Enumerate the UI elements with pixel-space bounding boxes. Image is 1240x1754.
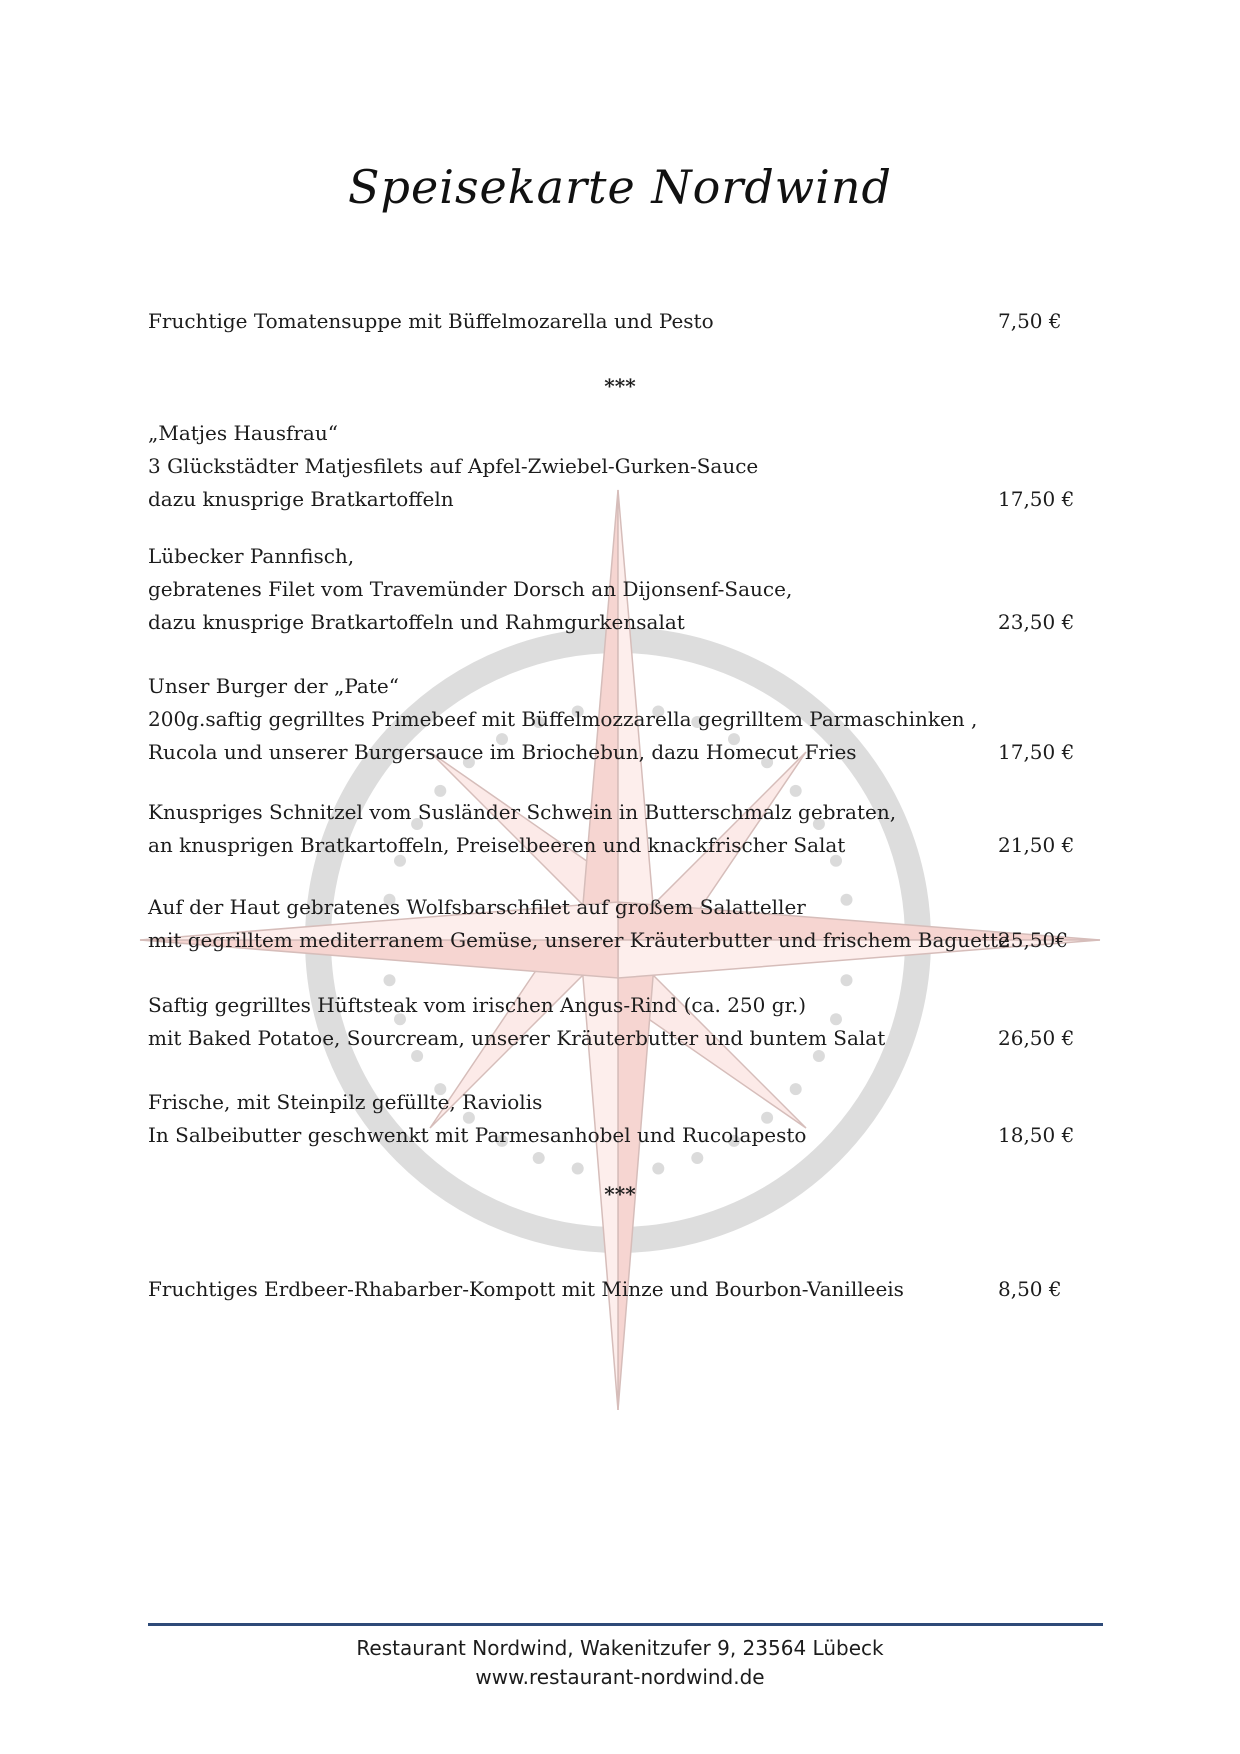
menu-item-line: Unser Burger der „Pate“ (148, 674, 399, 698)
footer-address: Restaurant Nordwind, Wakenitzufer 9, 23564 Lübeck (356, 1636, 884, 1660)
menu-item-line: mit gegrilltem mediterranem Gemüse, unserer Kräuterbutter und frischem Baguette (148, 928, 1010, 952)
menu-item-main (148, 796, 1108, 862)
separator: *** (604, 374, 636, 398)
menu-item-line: Auf der Haut gebratenes Wolfsbarschfilet auf großem Salatteller (148, 895, 806, 919)
menu-item-dessert (148, 1273, 1108, 1306)
menu-item-price: 17,50 € (998, 487, 1075, 511)
menu-item-main (148, 1086, 1108, 1152)
menu-item-line: mit Baked Potatoe, Sourcream, unserer Kräuterbutter und buntem Salat (148, 1026, 886, 1050)
menu-item-line: „Matjes Hausfrau“ (148, 421, 338, 445)
menu-item-price: 21,50 € (998, 833, 1075, 857)
menu-item-line: Frische, mit Steinpilz gefüllte, Raviolis (148, 1090, 543, 1114)
menu-item-line: Fruchtige Tomatensuppe mit Büffelmozarella und Pesto (148, 309, 714, 333)
menu-item-main (148, 417, 1108, 516)
menu-item-line: Lübecker Pannfisch, (148, 544, 355, 568)
footer-divider (148, 1623, 1103, 1626)
menu-item-main (148, 891, 1108, 957)
menu-item-main (148, 670, 1108, 769)
menu-item-price: 7,50 € (998, 309, 1062, 333)
menu-item-price: 23,50 € (998, 610, 1075, 634)
menu-item-starter (148, 305, 1108, 338)
menu-item-line: dazu knusprige Bratkartoffeln und Rahmgurkensalat (148, 610, 685, 634)
menu-item-price: 18,50 € (998, 1123, 1075, 1147)
menu-item-line: an knusprigen Bratkartoffeln, Preiselbeeren und knackfrischer Salat (148, 833, 846, 857)
menu-item-line: 200g.saftig gegrilltes Primebeef mit Büffelmozzarella gegrilltem Parmaschinken , (148, 707, 978, 731)
separator: *** (604, 1182, 636, 1206)
menu-item-price: 25,50€ (998, 928, 1068, 952)
menu-item-line: dazu knusprige Bratkartoffeln (148, 487, 454, 511)
menu-item-price: 17,50 € (998, 740, 1075, 764)
menu-item-line: Rucola und unserer Burgersauce im Briochebun, dazu Homecut Fries (148, 740, 857, 764)
menu-item-line: gebratenes Filet vom Travemünder Dorsch an Dijonsenf-Sauce, (148, 577, 793, 601)
menu-item-line: 3 Glückstädter Matjesfilets auf Apfel-Zwiebel-Gurken-Sauce (148, 454, 759, 478)
menu-item-main (148, 540, 1108, 639)
page-title: Speisekarte Nordwind (348, 160, 892, 214)
menu-item-price: 8,50 € (998, 1277, 1062, 1301)
menu-item-line: Fruchtiges Erdbeer-Rhabarber-Kompott mit Minze und Bourbon-Vanilleeis (148, 1277, 904, 1301)
menu-item-price: 26,50 € (998, 1026, 1075, 1050)
menu-item-line: Saftig gegrilltes Hüftsteak vom irischen Angus-Rind (ca. 250 gr.) (148, 993, 807, 1017)
menu-item-line: In Salbeibutter geschwenkt mit Parmesanhobel und Rucolapesto (148, 1123, 807, 1147)
menu-item-line: Knuspriges Schnitzel vom Susländer Schwein in Butterschmalz gebraten, (148, 800, 897, 824)
footer-website[interactable]: www.restaurant-nordwind.de (475, 1665, 765, 1689)
menu-item-main (148, 989, 1108, 1055)
